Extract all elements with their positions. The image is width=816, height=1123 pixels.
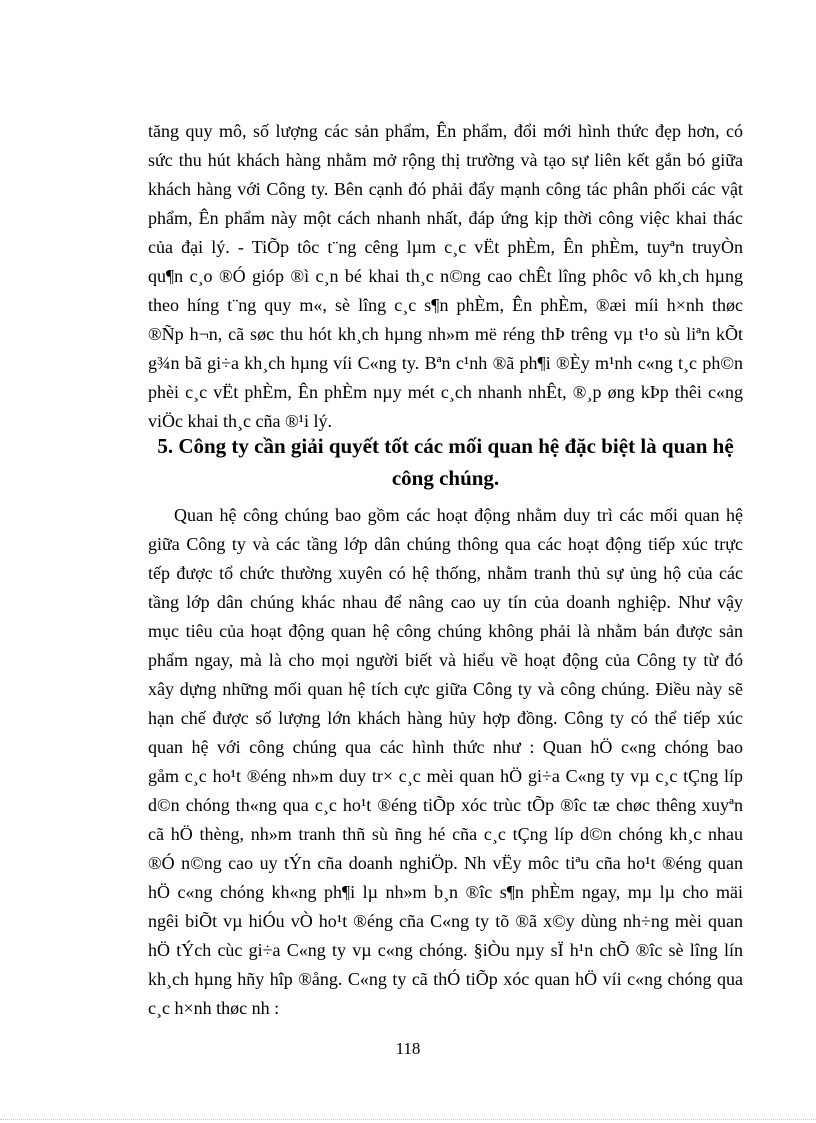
text-line: phẩm ngay, mà là cho mọi người biết và hiểu về hoạt động của Công ty từ đó (148, 650, 743, 670)
heading-line-1: 5. Công ty cần giải quyết tốt các mối quan hệ đặc biệt là quan hệ (157, 434, 734, 458)
text-line: qu¶n c¸o ®Ó gióp ®ì c¸n bé khai th¸c n©ng cao chÊt lîng phôc vô kh¸ch hµng (148, 266, 743, 286)
text-line: của đại lý. - TiÕp tôc t¨ng cêng lµm c¸c vËt phÈm, Ên phÈm, tuyªn truyÒn (148, 237, 743, 257)
heading-line-2: công chúng. (391, 466, 500, 490)
text-line: hạn chế được số lượng lớn khách hàng hủy hợp đồng. Công ty có thể tiếp xúc (148, 708, 743, 728)
text-line: ngêi biÕt vµ hiÓu vÒ ho¹t ®éng cña C«ng ty tõ ®ã x©y dùng nh÷ng mèi quan (148, 911, 743, 931)
text-line: kh¸ch hµng hñy hîp ®ång. C«ng ty cã thÓ tiÕp xóc quan hÖ víi c«ng chóng qua (148, 969, 743, 989)
text-line: hÖ tÝch cùc gi÷a C«ng ty vµ c«ng chóng. §iÒu nµy sÏ h¹n chÕ ®îc sè lîng lín (148, 940, 743, 960)
text-line: theo híng t¨ng quy m«, sè lîng c¸c s¶n phÈm, Ên phÈm, ®æi míi h×nh thøc (148, 295, 743, 315)
text-line: mục tiêu của hoạt động quan hệ công chúng không phải là nhằm bán được sản (148, 621, 743, 641)
text-line: phẩm, Ên phẩm này một cách nhanh nhất, đáp ứng kịp thời công việc khai thác (148, 208, 743, 228)
text-line: quan hệ với công chúng qua các hình thức như : Quan hÖ c«ng chóng bao (148, 737, 743, 757)
text-line: ®Ñp h¬n, cã søc thu hót kh¸ch hµng nh»m më réng thÞ trêng vµ t¹o sù liªn kÕt (148, 324, 743, 344)
paragraph-2 (148, 501, 743, 1023)
page-number: 118 (395, 1039, 421, 1058)
text-line: tếp được tổ chức thường xuyên có hệ thống, nhằm tranh thủ sự ủng hộ của các (148, 563, 743, 583)
text-line: cã hÖ thèng, nh»m tranh thñ sù ñng hé cña c¸c tÇng líp d©n chóng kh¸c nhau (148, 824, 743, 844)
text-line: giữa Công ty và các tầng lớp dân chúng thông qua các hoạt động tiếp xúc trực (148, 534, 743, 554)
text-line: d©n chóng th«ng qua c¸c ho¹t ®éng tiÕp xóc trùc tÕp ®îc tæ chøc thêng xuyªn (148, 795, 743, 815)
text-line: phèi c¸c vËt phÈm, Ên phÈm nµy mét c¸ch nhanh nhÊt, ®¸p øng kÞp thêi c«ng (148, 382, 743, 402)
text-line: xây dựng những mối quan hệ tích cực giữa Công ty và công chúng. Điều này sẽ (148, 679, 743, 699)
text-line: c¸c h×nh thøc nh : (148, 998, 280, 1018)
text-line: sức thu hút khách hàng nhằm mở rộng thị trường và tạo sự liên kết gắn bó giữa (148, 150, 743, 170)
text-line: hÖ c«ng chóng kh«ng ph¶i lµ nh»m b¸n ®îc s¶n phÈm ngay, mµ lµ cho mäi (148, 882, 743, 902)
text-line: khách hàng với Công ty. Bên cạnh đó phải đẩy mạnh công tác phân phối các vật (148, 179, 743, 199)
page-bottom-divider (0, 1119, 816, 1120)
paragraph-1 (148, 117, 743, 436)
text-line: Quan hệ công chúng bao gồm các hoạt động nhằm duy trì các mối quan hệ (174, 505, 743, 525)
text-line: tăng quy mô, số lượng các sản phẩm, Ên phẩm, đổi mới hình thức đẹp hơn, có (148, 121, 743, 141)
section-heading (148, 430, 743, 494)
text-line: gåm c¸c ho¹t ®éng nh»m duy tr× c¸c mèi quan hÖ gi÷a C«ng ty vµ c¸c tÇng líp (148, 766, 743, 786)
text-line: tầng lớp dân chúng khác nhau để nâng cao uy tín của doanh nghiệp. Như vậy (148, 592, 743, 612)
text-line: g¾n bã gi÷a kh¸ch hµng víi C«ng ty. Bªn c¹nh ®ã ph¶i ®Èy m¹nh c«ng t¸c ph©n (148, 353, 743, 373)
text-line: ®Ó n©ng cao uy tÝn cña doanh nghiÖp. Nh vËy môc tiªu cña ho¹t ®éng quan (148, 853, 743, 873)
text-line: viÖc khai th¸c cña ®¹i lý. (148, 411, 333, 431)
